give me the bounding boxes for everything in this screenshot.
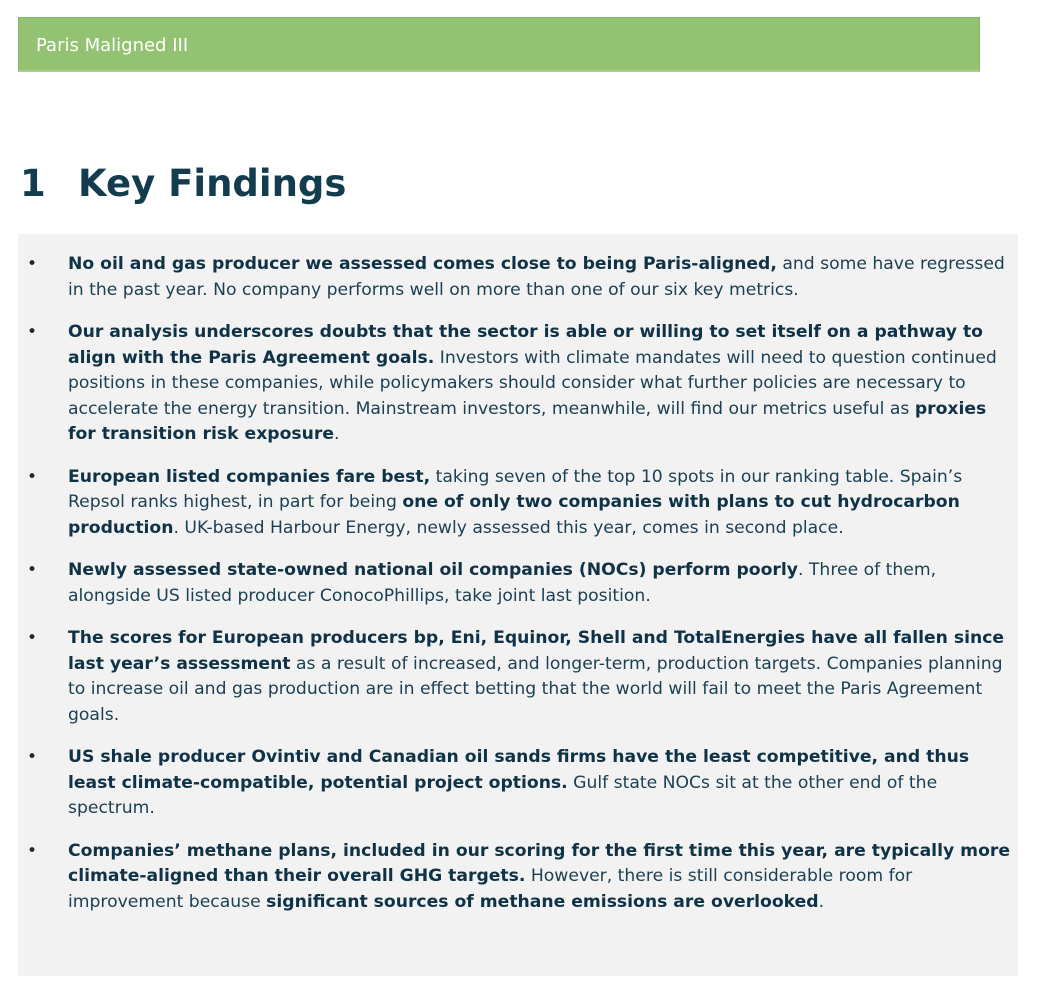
bullet-icon: • [27, 747, 38, 767]
section-title: Key Findings [78, 162, 347, 205]
section-number: 1 [20, 162, 46, 205]
finding-text: Gulf state NOCs sit at the other end of the spectrum. [68, 772, 938, 818]
finding-lead: Our analysis underscores doubts that the sector is able or willing to set itself on a pathway to align with the Paris Agreement goals. [68, 322, 983, 368]
finding-text-end: . [818, 891, 825, 912]
bullet-icon: • [27, 560, 38, 580]
finding-item [18, 465, 1010, 542]
finding-lead: Companies’ methane plans, included in our scoring for the first time this year, are typically more climate-aligned than their overall GHG targets. [68, 840, 1011, 886]
bullet-icon: • [27, 628, 38, 648]
finding-text: and some have regressed in the past year. No company performs well on more than one of our six key metrics. [68, 254, 1005, 300]
document-header-title: Paris Maligned III [36, 35, 189, 56]
finding-emphasis: significant sources of methane emissions are overlooked [266, 891, 819, 912]
finding-lead: US shale producer Ovintiv and Canadian oil sands firms have the least competitive, and thus least climate-compatible, potential project options. [68, 747, 970, 793]
finding-item [18, 320, 1010, 448]
finding-item [18, 252, 1010, 303]
bullet-icon: • [27, 840, 38, 861]
finding-text: Investors with climate mandates will need to question continued positions in these companies, while policymakers should consider what further policies are necessary to accelerate the energy transition. Mainstream investors, meanwhile, will find our metrics useful as [68, 347, 997, 419]
finding-item [18, 626, 1010, 728]
finding-item [18, 745, 1010, 822]
bullet-icon: • [27, 466, 38, 487]
finding-text-end: . [334, 424, 340, 444]
finding-lead: No oil and gas producer we assessed comes close to being Paris-aligned, [68, 254, 777, 274]
finding-emphasis: one of only two companies with plans to cut hydrocarbon production [68, 492, 960, 538]
finding-emphasis: proxies for transition risk exposure [68, 398, 987, 444]
finding-lead: The scores for European producers bp, Eni, Equinor, Shell and TotalEnergies have all fallen since last year’s assessment [68, 628, 1005, 674]
document-header-bar [18, 17, 980, 72]
finding-item [18, 839, 1010, 916]
finding-lead: Newly assessed state-owned national oil companies (NOCs) perform poorly [68, 560, 798, 580]
bullet-icon: • [27, 254, 38, 274]
finding-text-end: . UK-based Harbour Energy, newly assessed this year, comes in second place. [173, 517, 844, 538]
key-findings-list [18, 252, 1010, 915]
finding-text: taking seven of the top 10 spots in our ranking table. Spain’s Repsol ranks highest, in part for being [68, 466, 963, 512]
section-heading [20, 158, 346, 210]
finding-lead: European listed companies fare best, [68, 466, 431, 487]
finding-text: . Three of them, alongside US listed producer ConocoPhillips, take joint last position. [68, 560, 937, 606]
finding-text: However, there is still considerable room for improvement because [68, 866, 913, 912]
key-findings-box [18, 234, 1018, 976]
bullet-icon: • [27, 322, 38, 342]
finding-item [18, 558, 1010, 609]
finding-text: as a result of increased, and longer-term, production targets. Companies planning to increase oil and gas production are in effect betting that the world will fail to meet the Paris Agreement goals. [68, 653, 1003, 725]
